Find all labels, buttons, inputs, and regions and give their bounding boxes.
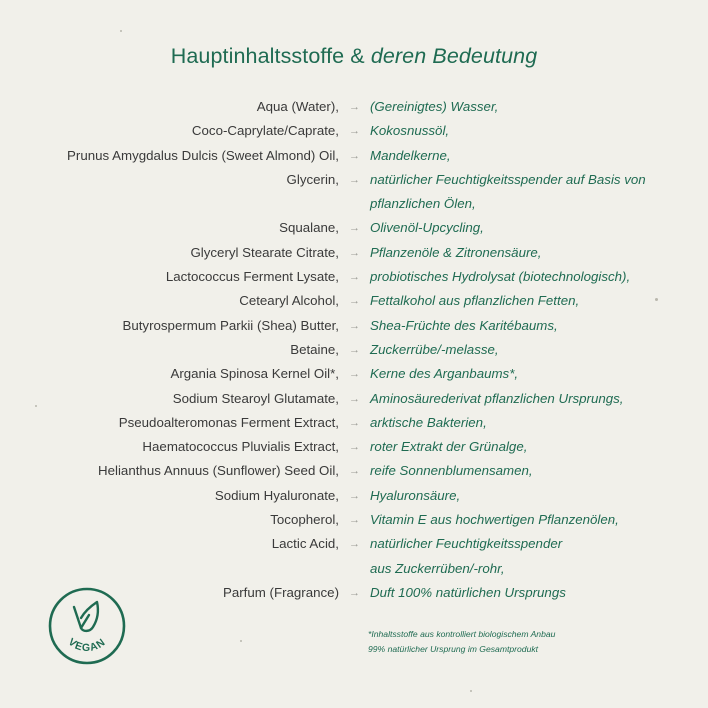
ingredient-meaning-line: arktische Bakterien, (370, 414, 487, 430)
ingredient-meaning-line: Zuckerrübe/-melasse, (370, 341, 499, 357)
ingredient-row (0, 435, 708, 459)
ingredient-meaning (370, 581, 690, 605)
ingredient-row (0, 362, 708, 386)
vegan-badge (47, 586, 127, 666)
ingredient-meaning (370, 508, 690, 532)
ingredient-meaning-line: (Gereinigtes) Wasser, (370, 99, 499, 114)
ingredient-name: Prunus Amygdalus Dulcis (Sweet Almond) Oil, (67, 147, 339, 163)
arrow-icon: → (349, 149, 360, 162)
ingredient-meaning-line: natürlicher Feuchtigkeitsspender auf Basis von (370, 171, 646, 187)
paper-speck (240, 640, 242, 642)
ingredient-row (0, 387, 708, 411)
ingredient-name: Glycerin, (286, 171, 339, 187)
ingredient-meaning-line: Pflanzenöle & Zitronensäure, (370, 244, 542, 260)
ingredient-name: Pseudoalteromonas Ferment Extract, (118, 414, 339, 430)
ingredient-name: Lactic Acid, (271, 536, 339, 552)
ingredient-meaning (370, 241, 690, 265)
ingredient-name: Helianthus Annuus (Sunflower) Seed Oil, (98, 463, 339, 479)
ingredient-row (0, 289, 708, 313)
ingredient-name: Lactococcus Ferment Lysate, (165, 269, 339, 285)
ingredient-meaning (370, 289, 690, 313)
ingredient-meaning-line: Vitamin E aus hochwertigen Pflanzenölen, (370, 512, 619, 528)
ingredient-name: Argania Spinosa Kernel Oil*, (170, 366, 339, 382)
ingredient-meaning (370, 338, 690, 362)
ingredient-name: Tocopherol, (270, 512, 339, 528)
footnotes (368, 627, 555, 656)
ingredient-name: Aqua (Water), (256, 99, 339, 114)
ingredient-name: Sodium Hyaluronate, (214, 487, 339, 503)
arrow-icon: → (349, 222, 360, 235)
ingredient-meaning (370, 387, 690, 411)
arrow-icon: → (349, 441, 360, 454)
ingredient-name: Squalane, (279, 220, 339, 236)
page-title (0, 44, 708, 69)
ingredient-row (0, 95, 708, 119)
ingredient-row (0, 216, 708, 240)
title-part-italic: deren Bedeutung (370, 44, 538, 68)
ingredient-meaning-line: reife Sonnenblumensamen, (370, 463, 533, 479)
arrow-icon: → (349, 392, 360, 405)
ingredient-row (0, 459, 708, 483)
ingredient-meaning-line: aus Zuckerrüben/-rohr, (370, 560, 505, 576)
paper-speck (120, 30, 122, 32)
leaf-icon (74, 602, 98, 631)
ingredient-row (0, 508, 708, 532)
ingredient-row (0, 119, 708, 143)
ingredient-name: Parfum (Fragrance) (222, 584, 339, 600)
arrow-icon: → (349, 295, 360, 308)
arrow-icon: → (349, 514, 360, 527)
ingredient-name: Butyrospermum Parkii (Shea) Butter, (122, 317, 339, 333)
ingredient-row (0, 168, 708, 217)
ingredient-meaning-line: Olivenöl-Upcycling, (370, 220, 484, 236)
ingredient-meaning (370, 265, 690, 289)
ingredient-meaning-line: Shea-Früchte des Karitébaums, (370, 317, 558, 333)
ingredient-meaning-line: probiotisches Hydrolysat (biotechnologisch), (370, 269, 631, 285)
ingredient-row (0, 265, 708, 289)
arrow-icon: → (349, 125, 360, 138)
ingredient-meaning (370, 435, 690, 459)
ingredient-meaning (370, 314, 690, 338)
ingredient-meaning-line: Aminosäurederivat pflanzlichen Ursprungs, (370, 390, 624, 406)
svg-text:VEGAN (66, 636, 108, 654)
ingredient-meaning (370, 484, 690, 508)
ingredient-meaning-line: Mandelkerne, (370, 147, 451, 163)
ingredient-row (0, 338, 708, 362)
ingredient-row (0, 241, 708, 265)
paper-speck (470, 690, 472, 692)
ingredient-meaning (370, 119, 690, 143)
ingredient-meaning-line: natürlicher Feuchtigkeitsspender (370, 536, 563, 552)
footnote-organic: *Inhaltsstoffe aus kontrolliert biologischem Anbau (368, 629, 556, 639)
ingredient-meaning (370, 532, 690, 581)
arrow-icon: → (349, 416, 360, 429)
arrow-icon: → (349, 465, 360, 478)
arrow-icon: → (349, 538, 360, 551)
ingredient-meaning-line: Fettalkohol aus pflanzlichen Fetten, (370, 293, 580, 309)
footnote-natural-origin: 99% natürlicher Ursprung im Gesamtprodukt (368, 643, 539, 654)
ingredient-meaning-line: roter Extrakt der Grünalge, (370, 439, 528, 455)
ingredient-name: Haematococcus Pluvialis Extract, (142, 439, 339, 455)
ingredient-meaning (370, 459, 690, 483)
arrow-icon: → (349, 319, 360, 332)
ingredient-row (0, 532, 708, 581)
ingredient-row (0, 314, 708, 338)
title-part-regular: Hauptinhaltsstoffe & (170, 44, 365, 68)
ingredient-list (0, 95, 708, 605)
ingredient-meaning-line: Hyaluronsäure, (370, 487, 461, 503)
ingredient-meaning-line: Kerne des Arganbaums*, (370, 366, 519, 382)
ingredient-name: Glyceryl Stearate Citrate, (190, 244, 339, 260)
badge-label: VEGAN (65, 636, 109, 655)
ingredient-meaning-line: Kokosnussöl, (370, 123, 450, 139)
arrow-icon: → (349, 246, 360, 259)
arrow-icon: → (349, 101, 360, 113)
arrow-icon: → (349, 489, 360, 502)
arrow-icon: → (349, 368, 360, 381)
ingredient-meaning (370, 362, 690, 386)
ingredient-name: Cetearyl Alcohol, (239, 293, 339, 309)
ingredient-meaning-line: pflanzlichen Ölen, (370, 196, 476, 212)
ingredient-row (0, 411, 708, 435)
arrow-icon: → (349, 173, 360, 186)
arrow-icon: → (349, 586, 360, 599)
ingredient-meaning (370, 216, 690, 240)
ingredient-row (0, 144, 708, 168)
ingredient-meaning (370, 411, 690, 435)
ingredient-meaning (370, 168, 690, 217)
arrow-icon: → (349, 343, 360, 356)
arrow-icon: → (349, 271, 360, 284)
ingredient-meaning-line: Duft 100% natürlichen Ursprungs (370, 584, 566, 600)
ingredient-name: Betaine, (290, 341, 339, 357)
ingredient-name: Coco-Caprylate/Caprate, (191, 123, 339, 139)
ingredient-meaning (370, 144, 690, 168)
ingredient-row (0, 484, 708, 508)
ingredient-meaning (370, 95, 690, 119)
ingredient-name: Sodium Stearoyl Glutamate, (172, 390, 339, 406)
